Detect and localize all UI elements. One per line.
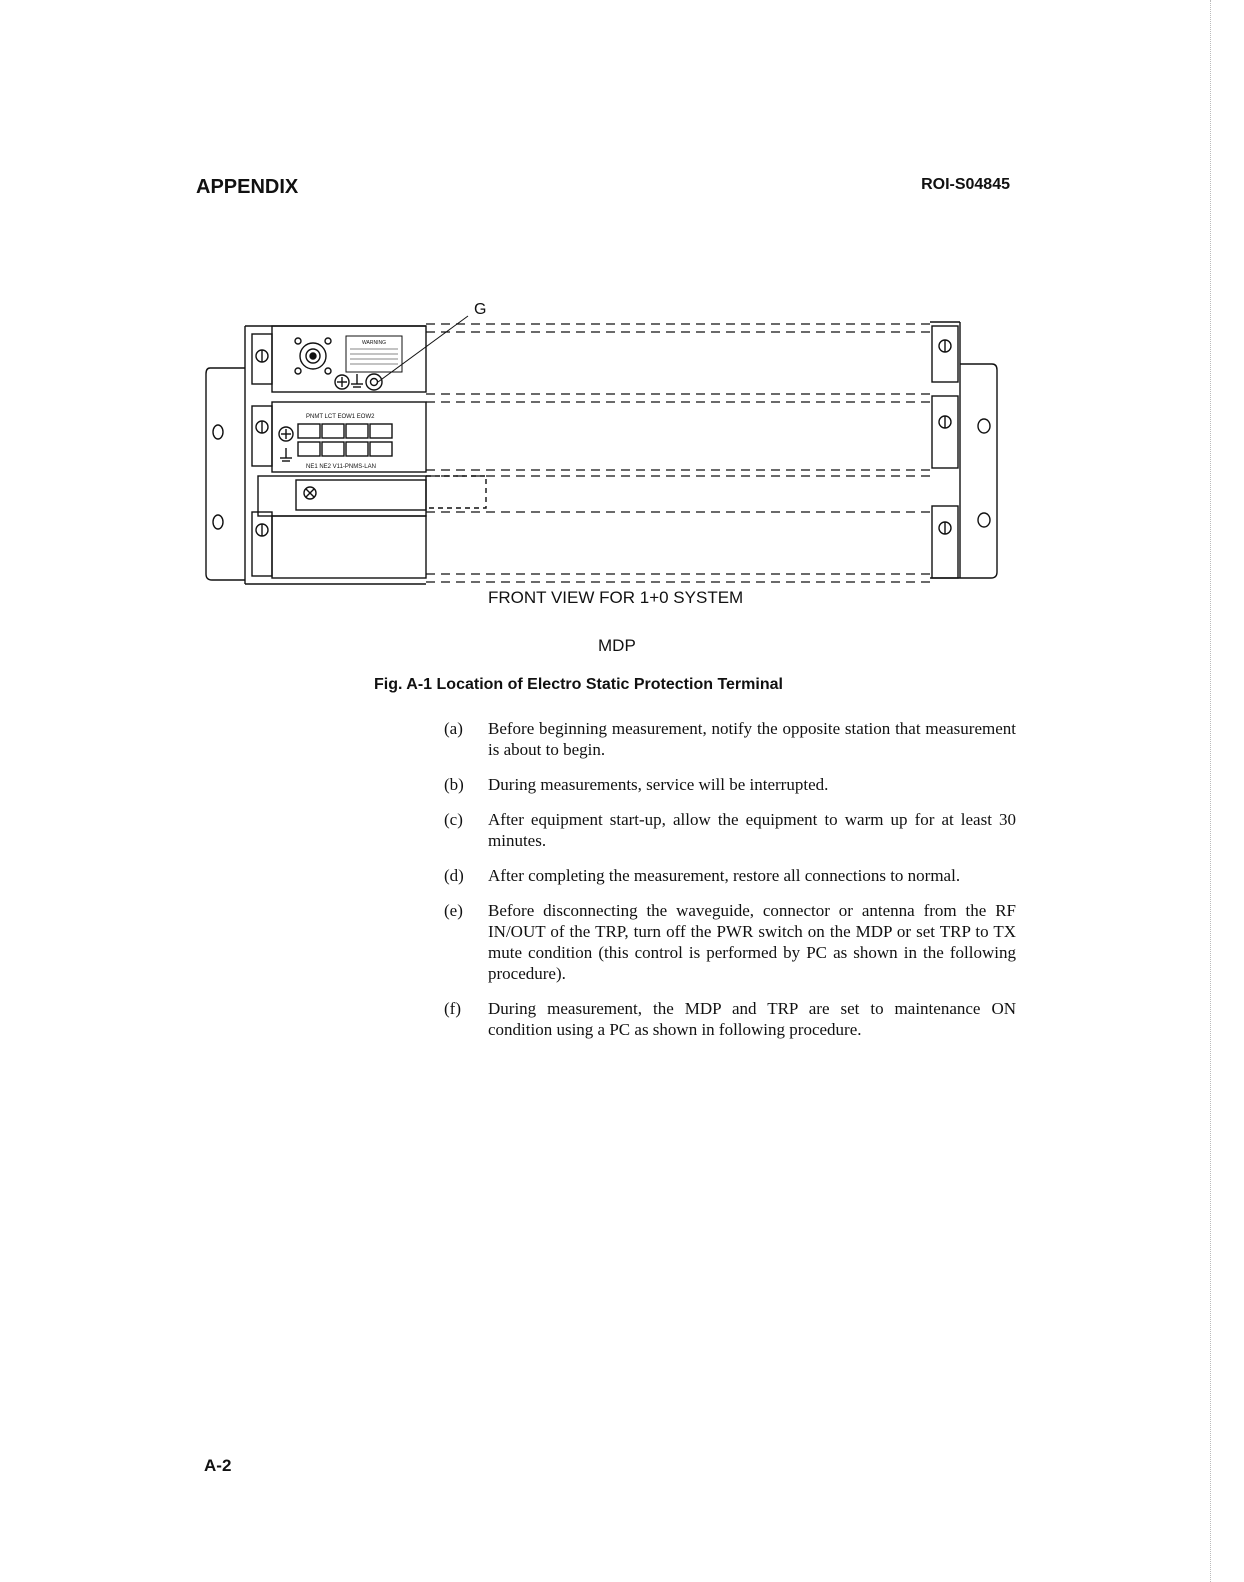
module-4-panel [272, 516, 426, 578]
page-number: A-2 [204, 1456, 232, 1475]
left-rack-ear [206, 368, 245, 580]
right-handle-top [932, 326, 958, 382]
esd-terminal-g-icon [366, 374, 382, 390]
port-eow1 [346, 424, 368, 438]
list-item: (e) Before disconnecting the waveguide, connector or antenna from the RF IN/OUT of the TRP, turn off the PWR switch on the MDP or set TRP to TX mute condition (this control is performed by PC as shown in the following procedure). [444, 901, 1016, 983]
mdp-front-view-diagram [200, 296, 1010, 596]
figure-title: Fig. A-1 Location of Electro Static Protection Terminal [374, 676, 783, 693]
list-item: (b) During measurements, service will be interrupted. [444, 775, 829, 794]
front-view-caption: FRONT VIEW FOR 1+0 SYSTEM [488, 588, 744, 607]
list-item: (c) After equipment start-up, allow the equipment to warm up for at least 30 minutes. [444, 810, 1016, 850]
svg-text:PNMT LCT EOW1 EOW2: PNMT LCT EOW1 EOW2 [306, 414, 375, 420]
section-header: APPENDIX [196, 176, 299, 198]
list-item: (d) After completing the measurement, restore all connections to normal. [444, 866, 961, 885]
svg-text:NE1 NE2 V11-PNMS-LAN: NE1 NE2 V11-PNMS-LAN [306, 464, 376, 470]
depth-dashed-lines [426, 324, 930, 582]
port-v11 [346, 442, 368, 456]
right-handle-bottom [932, 506, 958, 578]
right-ear-hole-bottom [978, 513, 990, 527]
right-ear-hole-top [978, 419, 990, 433]
page-edge-line [1210, 0, 1211, 1582]
port-ne2 [322, 442, 344, 456]
left-ear-hole-top [213, 425, 223, 439]
precaution-list [444, 718, 1016, 1054]
port-ne1 [298, 442, 320, 456]
port-eow2 [370, 424, 392, 438]
module-4-handle [252, 512, 272, 576]
right-rack-ear [960, 364, 997, 578]
port-lct [322, 424, 344, 438]
list-item: (a) Before beginning measurement, notify the opposite station that measurement is about to begin. [444, 719, 1016, 759]
callout-g-label: G [474, 301, 487, 318]
unit-caption: MDP [598, 636, 636, 655]
port-pnms-lan [370, 442, 392, 456]
port-pnmt [298, 424, 320, 438]
right-handle-middle [932, 396, 958, 468]
svg-text:WARNING: WARNING [362, 340, 386, 346]
document-id: ROI-S04845 [921, 176, 1010, 193]
module-2-panel [272, 402, 426, 472]
left-ear-hole-bottom [213, 515, 223, 529]
module-2-handle [252, 406, 272, 466]
list-item: (f) During measurement, the MDP and TRP are set to maintenance ON condition using a PC as shown in following procedure. [444, 999, 1016, 1039]
